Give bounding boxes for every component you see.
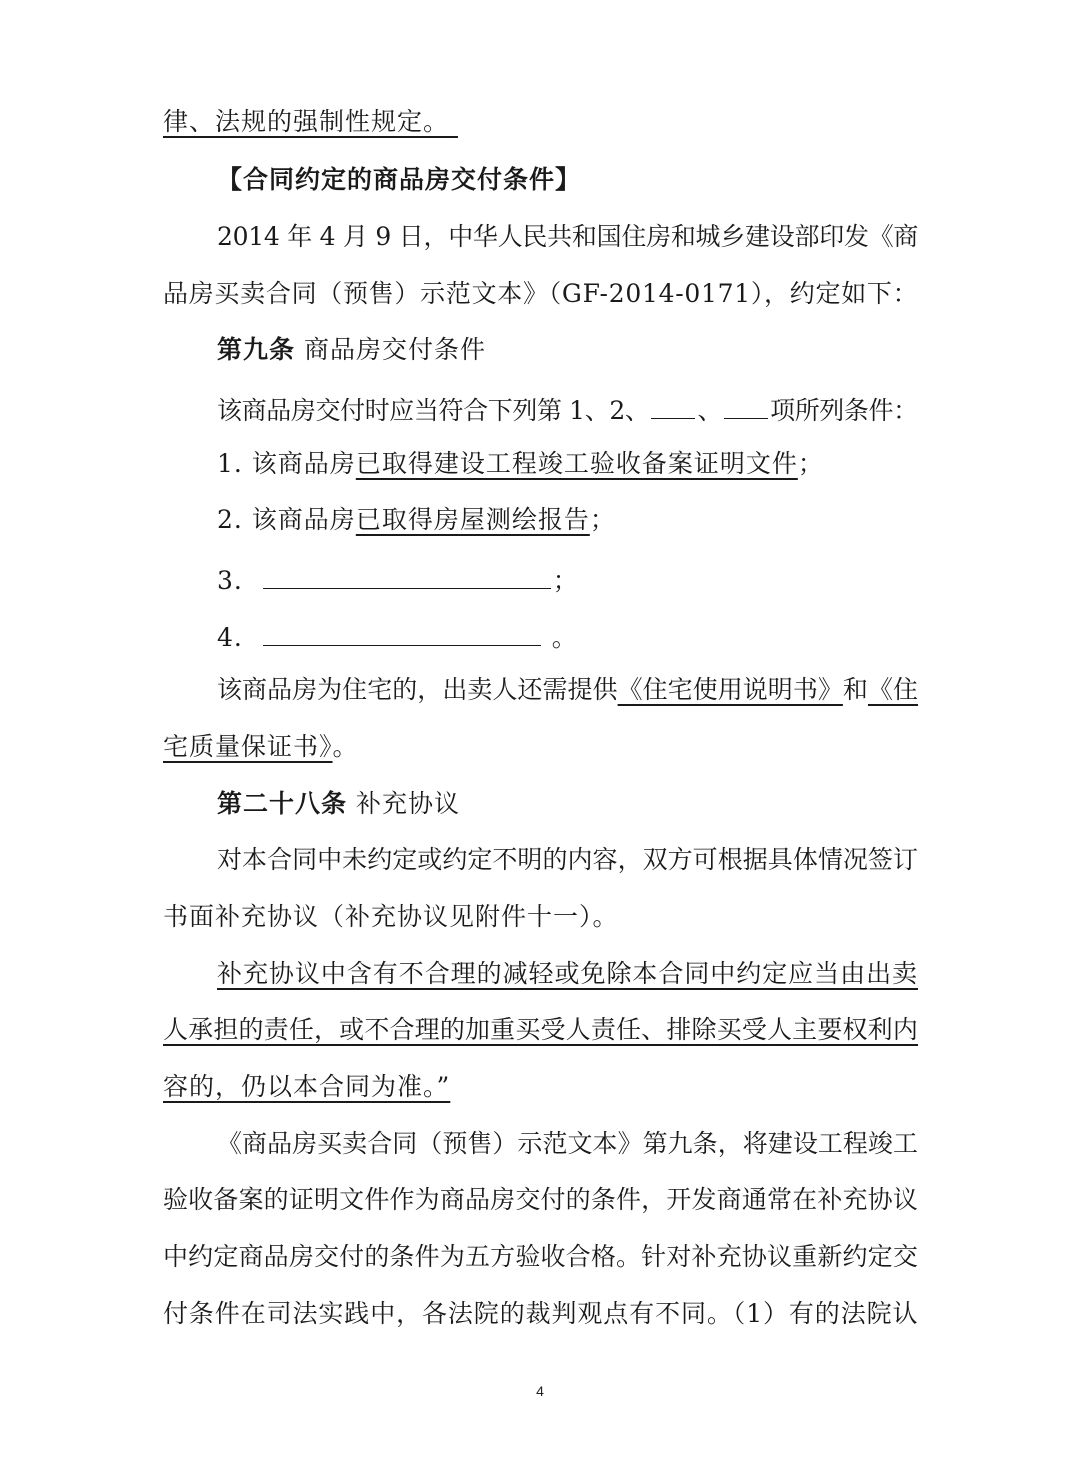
text-line: 品房买卖合同（预售）示范文本》（GF-2014-0171），约定如下： [163,279,919,308]
text-line: 付条件在司法实践中，各法院的裁判观点有不同。（1）有的法院认 [163,1299,919,1328]
text-line: 《商品房买卖合同（预售）示范文本》第九条，将建设工程竣工 [217,1129,919,1158]
text-segment: 、 [697,396,723,425]
text-segment: ； [589,505,616,534]
text-segment: 该商品房交付时应当符合下列第 1、2、 [217,396,650,425]
section-heading: 【合同约定的商品房交付条件】 [217,165,582,194]
text-line [163,105,458,139]
article-title: 商品房交付条件 [303,335,486,364]
list-item [217,560,579,598]
text-segment: 3. [217,566,243,595]
fill-blank [651,390,695,419]
text-line: 书面补充协议（补充协议见附件十一）。 [163,902,619,931]
article-number: 第九条 [217,335,296,364]
text-line: 2014 年 4 月 9 日，中华人民共和国住房和城乡建设部印发《商 [217,222,919,251]
article-heading [217,333,486,367]
list-item [217,447,824,481]
text-segment: ； [552,566,579,595]
underline-tail [449,107,458,136]
article-number: 第二十八条 [217,789,348,818]
article-title: 补充协议 [355,789,460,818]
text-segment: 2. 该商品房 [217,505,356,534]
underlined-text: 补充协议中含有不合理的减轻或免除本合同中约定应当由出卖 [217,959,919,988]
list-item [217,503,616,537]
fill-blank [263,560,551,589]
text-line [217,390,918,428]
fill-blank [724,390,768,419]
underlined-text: 律、法规的强制性规定。 [163,107,450,136]
text-segment: 该商品房为住宅的，出卖人还需提供 [217,675,618,704]
article-heading [217,787,460,821]
underlined-text: 《住宅使用说明书》 [617,675,843,704]
text-line: 中约定商品房交付的条件为五方验收合格。针对补充协议重新约定交 [163,1242,919,1271]
text-line: 对本合同中未约定或约定不明的内容，双方可根据具体情况签订 [217,845,919,874]
text-segment: 4. [217,623,243,652]
underlined-text: 《住 [867,675,919,704]
text-segment: 。 [332,732,359,761]
underlined-text: 人承担的责任，或不合理的加重买受人责任、排除买受人主要权利内 [163,1015,919,1044]
underlined-text: 容的，仍以本合同为准。” [163,1072,451,1101]
underlined-text: 已取得建设工程竣工验收备案证明文件 [355,449,798,478]
fill-blank [263,617,541,646]
page-number: 4 [536,1383,544,1399]
text-segment: 1. 该商品房 [217,449,356,478]
text-segment: ； [797,449,824,478]
text-segment: 和 [842,675,868,704]
underlined-text: 已取得房屋测绘报告 [355,505,590,534]
text-line [163,730,359,764]
text-line [217,673,918,707]
list-item [217,617,578,655]
text-line: 验收备案的证明文件作为商品房交付的条件，开发商通常在补充协议 [163,1185,919,1214]
text-segment: 。 [551,623,578,652]
underlined-text: 宅质量保证书》 [163,732,333,761]
text-segment: 项所列条件： [770,396,918,425]
